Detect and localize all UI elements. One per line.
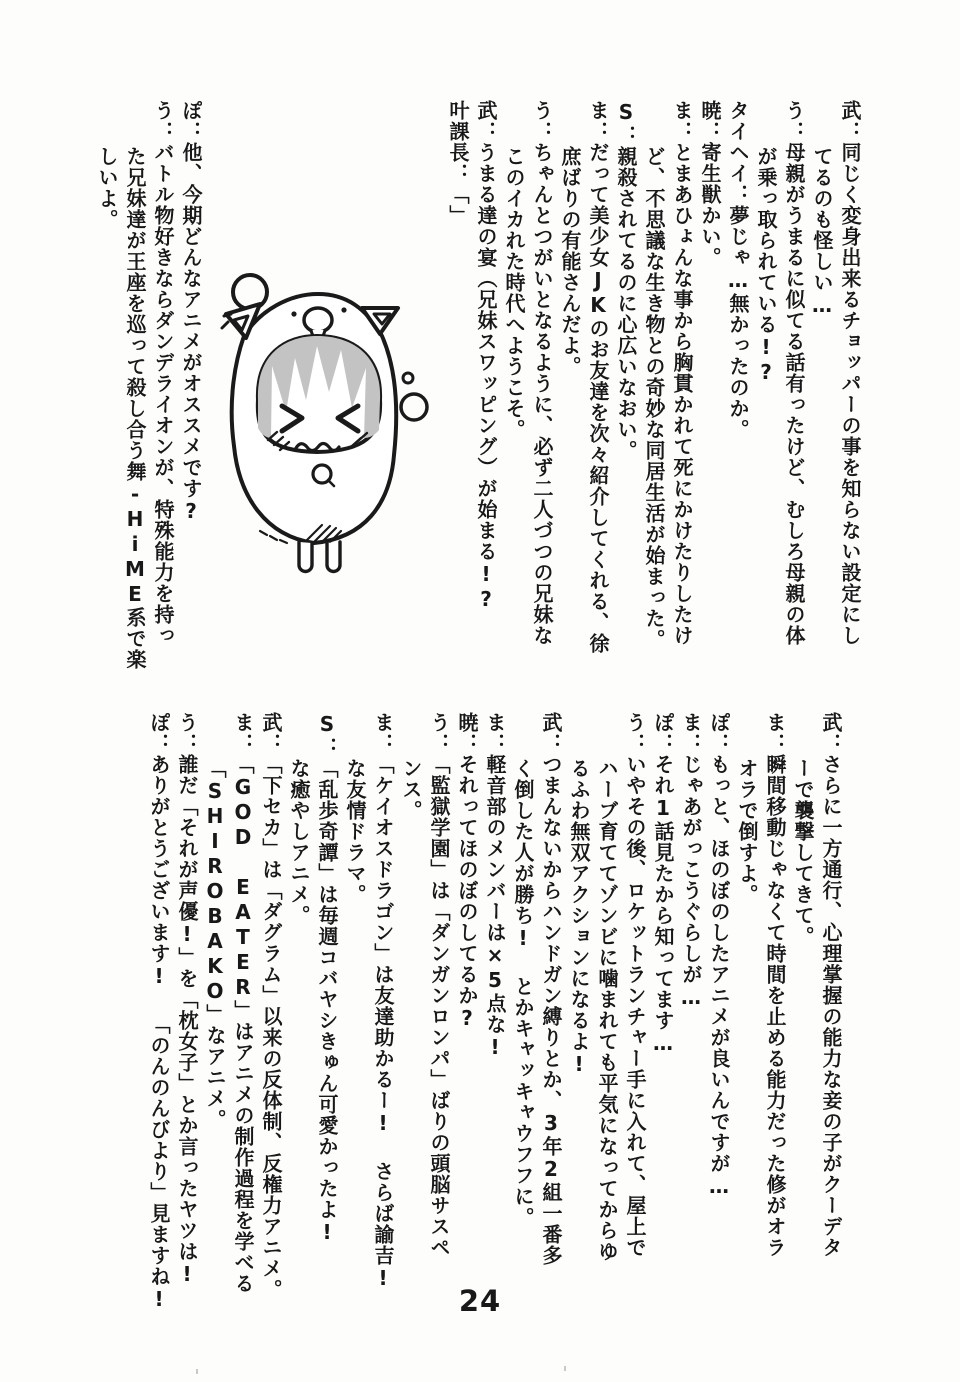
dialogue-column: てるのも怪しい… [810, 146, 834, 318]
dialogue-column: 武：同じく変身出来るチョッパーの事を知らない設定にし [838, 100, 862, 646]
dialogue-column: しいよ。 [95, 146, 119, 230]
dialogue-column: ま：「ケイオスドラゴン」は友達助かるー! さらば諭吉! [371, 712, 395, 1291]
dialogue-column: ま：じゃあがっこうぐらしが… [679, 712, 703, 1010]
dialogue-column: 武：うまる達の宴（兄妹スワッピング）が始まる!? [474, 100, 498, 612]
dialogue-column: 武：さらに一方通行、心理掌握の能力な妾の子がクーデタ [819, 712, 843, 1258]
page-number: 24 [458, 1284, 502, 1318]
dialogue-column: 暁：寄生獣かい。 [698, 100, 722, 268]
dialogue-column: う：ちゃんとつがいとなるように、必ず二人づつの兄妹な [530, 100, 554, 646]
dialogue-column: ぽ：他、今期どんなアニメがオススメです? [179, 100, 203, 524]
dialogue-column: 武：「下セカ」は「ダグラム」以来の反体制、反権力アニメ。 [259, 712, 283, 1300]
dialogue-column: このイカれた時代へようこそ。 [502, 146, 526, 440]
dialogue-column: S：親殺されてるのに心広いなおい。 [614, 100, 638, 461]
dialogue-column: う：バトル物好きならダンデライオンが、特殊能力を持っ [151, 100, 175, 646]
dialogue-column: ま：とまあひょんな事から胸貫かれて死にかけたりしたけ [670, 100, 694, 646]
dialogue-column: な友情ドラマ。 [343, 758, 367, 905]
dialogue-column: ま：だって美少女JKのお友達を次々紹介してくれる、徐 [586, 100, 610, 654]
dialogue-column: う：誰だ「それが声優!」を「枕女子」とか言ったヤツは! [175, 712, 199, 1287]
dialogue-column: ど、不思議な生き物との奇妙な同居生活が始まった。 [642, 146, 666, 650]
dialogue-column: 「SHIROBAKO」なアニメ。 [203, 758, 227, 1130]
dialogue-column: 庶ばりの有能さんだよ。 [558, 146, 582, 377]
dialogue-column: ま：軽音部のメンバーは×5点な! [483, 712, 507, 1060]
bottom-dialogue-block [145, 712, 845, 1312]
dialogue-column: う：いやその後、ロケットランチャー手に入れて、屋上で [623, 712, 647, 1258]
dialogue-column: な癒やしアニメ。 [287, 758, 311, 926]
dialogue-column: 武：つまんないからハンドガン縛りとか、3年2組一番多 [539, 712, 563, 1266]
dialogue-column: ハーブ育ててゾンビに噛まれても平気になってからゆ [595, 758, 619, 1262]
dialogue-column: が乗っ取られている!? [754, 146, 778, 385]
dialogue-column: ぽ：それ1話見たから知ってます… [651, 712, 675, 1056]
dialogue-column: ま：瞬間移動じゃなくて時間を止める能力だった修がオラ [763, 712, 787, 1258]
bubble-icon [403, 373, 413, 383]
bubble-icon [401, 394, 427, 420]
dialogue-column: るふわ無双アクションになるよ! [567, 758, 591, 1077]
dialogue-column: 暁：それってほのぼのしてるか? [455, 712, 479, 1031]
dialogue-column: S：「乱歩奇譚」は毎週コバヤシきゅん可愛かったよ! [315, 712, 339, 1245]
scan-speck [564, 1366, 566, 1371]
dialogue-column: ンス。 [399, 758, 423, 821]
dialogue-column: オラで倒すよ。 [735, 758, 759, 905]
dialogue-column: ぽ：もっと、ほのぼのしたアニメが良いんですが… [707, 712, 731, 1199]
hamster-hood-chibi-doodle [198, 250, 470, 602]
top-dialogue-block-right [444, 100, 864, 690]
dialogue-column: ぽ：ありがとうございます! 「のんのんびより」見ますね! [147, 712, 171, 1312]
dialogue-column: く倒した人が勝ち! とかキャッキャウフフに。 [511, 758, 535, 1228]
dialogue-column: タイヘイ：夢じゃ…無かったのか。 [726, 100, 750, 440]
dialogue-column: う：「監獄学園」は「ダンガンロンパ」ばりの頭脳サスペ [427, 712, 451, 1258]
dialogue-column: ま：「GOD EATER」はアニメの制作過程を学べる [231, 712, 255, 1294]
scan-speck [196, 1369, 198, 1374]
top-dialogue-block-left [93, 100, 205, 690]
dialogue-column: う：母親がうまるに似てる話有ったけど、むしろ母親の体 [782, 100, 806, 646]
dialogue-column: 叶課長：「」 [446, 100, 470, 226]
dialogue-column: た兄妹達が王座を巡って殺し合う舞‐HiME系で楽 [123, 146, 147, 670]
dialogue-column: ーで襲撃してきて。 [791, 758, 815, 947]
